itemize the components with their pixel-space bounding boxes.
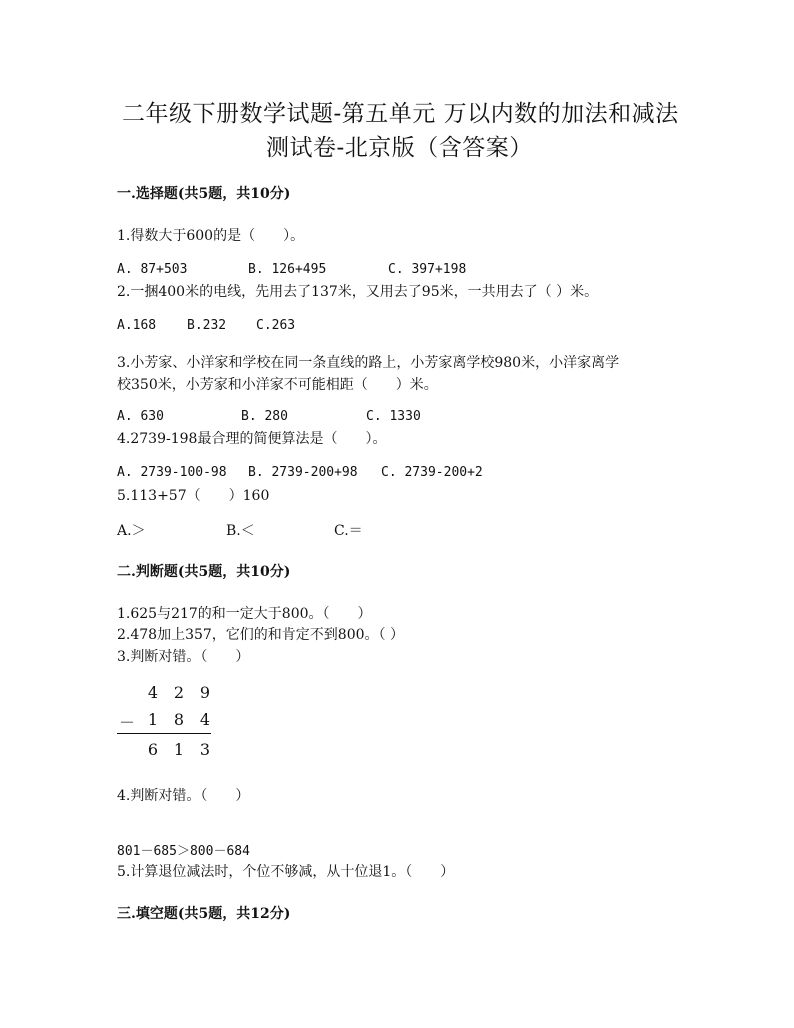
question-1-3-line1: 3.小芳家、小洋家和学校在同一条直线的路上，小芳家离学校980米，小洋家离学 xyxy=(117,355,620,371)
calc-r2-c2: 8 xyxy=(173,710,185,729)
option-1-5-c: C.＝ xyxy=(334,523,363,539)
question-2-5: 5.计算退位减法时，个位不够减，从十位退1。（ ） xyxy=(117,864,455,880)
question-2-3: 3.判断对错。（ ） xyxy=(117,649,250,665)
calc-r1-c2: 2 xyxy=(173,683,185,702)
calc-r2-c0: － xyxy=(118,713,135,732)
option-1-1-b: B. 126+495 xyxy=(248,262,327,277)
calc-r3-c1: 6 xyxy=(147,740,159,759)
section-heading-choice: 一.选择题(共5题，共10分) xyxy=(117,186,291,202)
question-1-5: 5.113+57（ ）160 xyxy=(117,488,270,504)
option-1-2-a: A.168 xyxy=(117,318,157,333)
calc-r3-c3: 3 xyxy=(199,740,211,759)
section-heading-fill: 三.填空题(共5题，共12分) xyxy=(117,906,291,922)
calc-r3-c2: 1 xyxy=(173,740,185,759)
option-1-4-c: C. 2739-200+2 xyxy=(381,465,483,480)
option-1-2-b: B.232 xyxy=(187,318,227,333)
question-1-1: 1.得数大于600的是（ ）。 xyxy=(117,228,305,244)
option-1-4-b: B. 2739-200+98 xyxy=(248,465,358,480)
option-1-1-a: A. 87+503 xyxy=(117,262,188,277)
question-2-1: 1.625与217的和一定大于800。（ ） xyxy=(117,606,372,622)
option-1-3-b: B. 280 xyxy=(241,409,288,424)
calc-r1-c1: 4 xyxy=(147,683,159,702)
calc-rule xyxy=(117,733,211,734)
option-1-3-a: A. 630 xyxy=(117,409,164,424)
page-title-line1: 二年级下册数学试题-第五单元 万以内数的加法和减法 xyxy=(122,101,679,127)
section-heading-judge: 二.判断题(共5题，共10分) xyxy=(117,564,291,580)
calc-r1-c3: 9 xyxy=(199,683,211,702)
option-1-2-c: C.263 xyxy=(256,318,296,333)
comparison-expression: 801－685＞800－684 xyxy=(117,844,250,859)
question-1-2: 2.一捆400米的电线，先用去了137米，又用去了95米，一共用去了（ ）米。 xyxy=(117,284,599,300)
question-1-4: 4.2739-198最合理的简便算法是（ ）。 xyxy=(117,431,387,447)
option-1-5-a: A.＞ xyxy=(117,523,146,539)
question-1-3-line2: 校350米，小芳家和小洋家不可能相距（ ）米。 xyxy=(117,377,438,393)
option-1-4-a: A. 2739-100-98 xyxy=(117,465,227,480)
option-1-1-c: C. 397+198 xyxy=(388,262,467,277)
calc-r2-c3: 4 xyxy=(199,710,211,729)
page-title-line2: 测试卷-北京版（含答案） xyxy=(266,135,533,161)
calc-r2-c1: 1 xyxy=(147,710,159,729)
option-1-5-b: B.＜ xyxy=(226,523,255,539)
question-2-4: 4.判断对错。（ ） xyxy=(117,788,250,804)
option-1-3-c: C. 1330 xyxy=(366,409,421,424)
question-2-2: 2.478加上357，它们的和肯定不到800。（ ） xyxy=(117,627,404,643)
